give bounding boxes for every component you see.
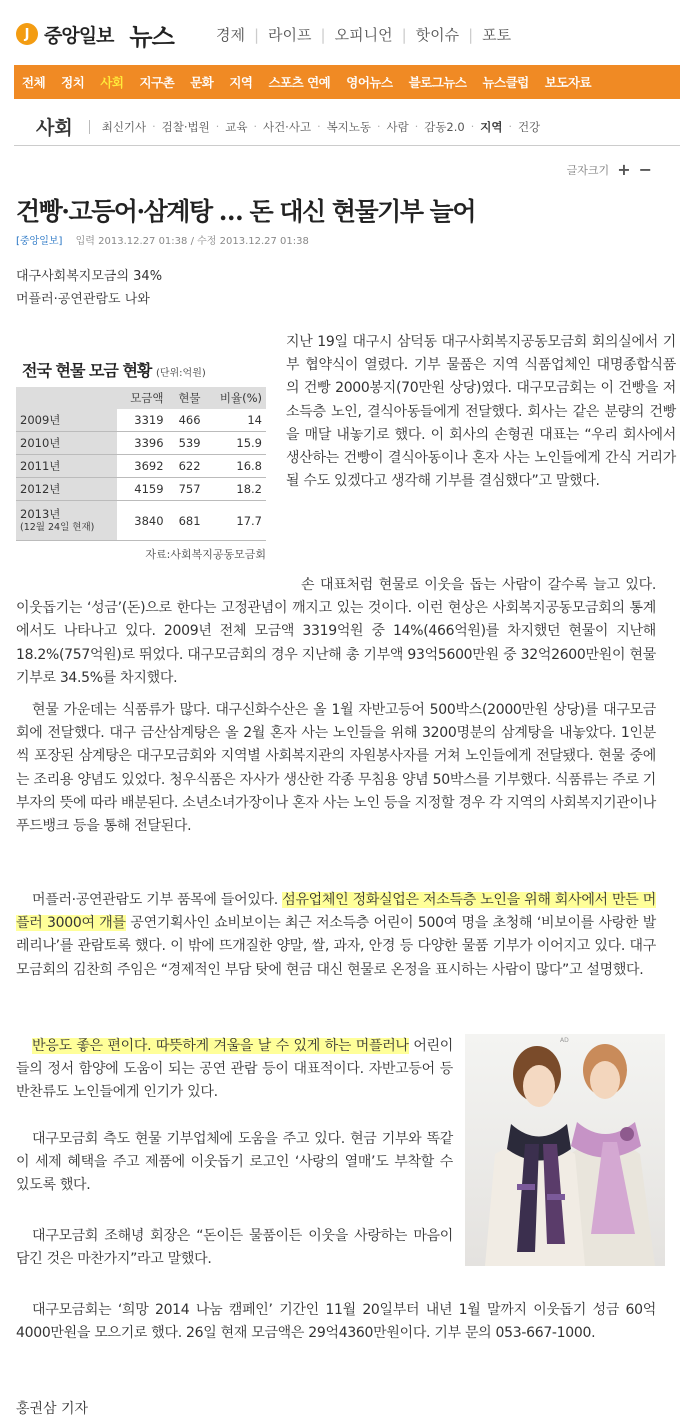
table-header-row xyxy=(16,387,266,409)
section-item-latest[interactable]: 최신기사 xyxy=(101,119,147,134)
table-cell: 3692 xyxy=(117,455,168,478)
advertisement-image[interactable] xyxy=(465,1034,665,1266)
main-nav-culture[interactable]: 문화 xyxy=(190,75,214,90)
table-cell-year: 2010년 xyxy=(16,432,117,455)
article-paragraph: 대구모금회 조해녕 회장은 “돈이든 물품이든 이웃을 사랑하는 마음이 담긴 것은 마찬가지”라고 말했다. xyxy=(16,1228,453,1268)
article-paragraph xyxy=(16,889,656,982)
font-increase-button[interactable]: + xyxy=(617,160,631,179)
main-nav-press-release[interactable]: 보도자료 xyxy=(544,75,592,90)
font-size-control xyxy=(567,160,652,179)
section-item-education[interactable]: 교육 xyxy=(225,119,248,134)
table-header: 현물 xyxy=(168,387,205,409)
article-headline: 건빵·고등어·삼계탕 … 돈 대신 현물기부 늘어 xyxy=(16,197,475,226)
article-paragraph: 지난 19일 대구시 삼덕동 대구사회복지공동모금회 회의실에서 기부 협약식이 열렸다. 기부 물품은 지역 식품업체인 대명종합식품의 건빵 2000봉지(70만원 상당)였다. 대구모금회는 이 건빵을 저소득층 노인, 결식아동들에게 전달했다. 회사는 같은 분량의 건빵을 매달 내놓기로 했다. 이 회사의 손형권 대표는 “우리 회사에서 생산하는 건빵이 결식아동이나 혼자 사는 노인들에게 간식 거리가 될 수도 있겠다고 생각해 기부를 결심했다”고 말했다. xyxy=(286,334,676,490)
separator-dot: · xyxy=(470,120,475,133)
table-cell: 757 xyxy=(168,478,205,501)
news-section-title[interactable]: 뉴스 xyxy=(129,22,174,51)
table-cell: 622 xyxy=(168,455,205,478)
main-nav-society[interactable]: 사회 xyxy=(100,75,124,90)
reporter-byline: 홍권삼 기자 xyxy=(16,1401,89,1417)
top-nav xyxy=(216,24,511,45)
table-cell: 681 xyxy=(168,501,205,541)
divider: | xyxy=(253,25,260,44)
table-source: 자료:사회복지공동모금회 xyxy=(145,548,266,561)
table-cell: 17.7 xyxy=(205,501,266,541)
separator-dot: · xyxy=(253,120,257,133)
main-nav-region[interactable]: 지역 xyxy=(229,75,253,90)
summary-line: 대구사회복지모금의 34% xyxy=(16,269,163,284)
article-paragraph: 손 대표처럼 현물로 이웃을 돕는 사람이 갈수록 늘고 있다. 이웃돕기는 ‘성금’(돈)으로 한다는 고정관념이 깨지고 있는 것이다. 이런 현상은 사회복지공동모금회의 통계에서도 나타나고 있다. 2009년 전체 모금액 3319억원 중 14%(466억원)를 차지했던 현물이 지난해 18.2%(757억원)로 뛰었다. 대구모금회의 경우 지난해 총 기부액 93억5600만원 중 32억2600만원이 현물 기부로 34.5%를 차지했다. xyxy=(16,577,656,686)
scarf-models-illustration xyxy=(465,1034,665,1266)
table-row xyxy=(16,478,266,501)
separator-dot: · xyxy=(215,120,220,133)
article-summary xyxy=(16,265,162,311)
main-nav-sports[interactable]: 스포츠 연예 xyxy=(268,75,331,90)
article-paragraph: 대구모금회 측도 현물 기부업체에 도움을 주고 있다. 현금 기부와 똑같이 세제 혜택을 주고 제품에 이웃돕기 로고인 ‘사랑의 열매’도 부착할 수 있도록 했다. xyxy=(16,1131,453,1194)
table-cell-year: 2009년 xyxy=(16,409,117,432)
section-title[interactable]: 사회 xyxy=(36,117,73,139)
top-nav-life[interactable]: 라이프 xyxy=(268,26,312,44)
separator-dot: · xyxy=(152,120,156,133)
table-header xyxy=(16,387,117,409)
summary-line: 머플러·공연관람도 나와 xyxy=(16,292,150,307)
table-cell: 4159 xyxy=(117,478,168,501)
section-nav xyxy=(14,108,680,146)
separator-dot: · xyxy=(377,120,381,133)
table-cell-year: 2013년 (12월 24일 현재) xyxy=(16,501,117,541)
table-unit: (단위:억원) xyxy=(155,368,206,379)
font-decrease-button[interactable]: − xyxy=(638,160,652,179)
donation-table-figure xyxy=(16,358,266,562)
main-nav xyxy=(14,65,680,99)
paragraph-text: 공연기획사인 쇼비보이는 최근 저소득층 어린이 500여 명을 초청해 ‘비보이를 사랑한 발레리나’를 관람토록 했다. 이 밖에 뜨개질한 양말, 쌀, 과자, 안경 등 다양한 물품 기부가 이어지고 있다. 대구모금회의 김찬희 주임은 “경제적인 부담 탓에 현금 대신 현물로 온정을 표시하는 사람이 많다”고 설명했다. xyxy=(16,915,656,978)
top-nav-photo[interactable]: 포토 xyxy=(482,26,512,44)
table-cell: 3319 xyxy=(117,409,168,432)
section-item-region[interactable]: 지역 xyxy=(480,119,503,134)
section-item-health[interactable]: 건강 xyxy=(517,119,541,134)
top-nav-opinion[interactable]: 오피니언 xyxy=(334,26,393,44)
main-nav-english[interactable]: 영어뉴스 xyxy=(346,75,393,90)
table-row xyxy=(16,455,266,478)
logo-text: 중앙일보 xyxy=(44,24,114,47)
table-cell: 16.8 xyxy=(205,455,266,478)
table-cell-note: (12월 24일 현재) xyxy=(20,521,95,533)
table-cell: 15.9 xyxy=(205,432,266,455)
table-header: 비율(%) xyxy=(205,387,266,409)
section-item-people[interactable]: 사람 xyxy=(386,119,409,134)
divider: | xyxy=(401,25,407,44)
section-item-welfare[interactable]: 복지노동 xyxy=(326,119,371,134)
divider: | xyxy=(320,25,326,44)
logo-icon: J xyxy=(16,23,38,45)
article-meta xyxy=(16,232,309,247)
table-cell-year: 2011년 xyxy=(16,455,117,478)
main-nav-news-club[interactable]: 뉴스클럽 xyxy=(482,75,529,90)
ad-label: AD xyxy=(560,1037,569,1044)
divider: | xyxy=(468,25,474,44)
article-paragraph: 대구모금회는 ‘희망 2014 나눔 캠페인’ 기간인 11월 20일부터 내년 1월 말까지 이웃돕기 성금 60억4000만원을 모으기로 했다. 26일 현재 모금액은 29억4360만원이다. 기부 문의 053-667-1000. xyxy=(16,1302,656,1342)
divider xyxy=(89,120,90,134)
article-paragraph: 현물 가운데는 식품류가 많다. 대구신화수산은 올 1월 자반고등어 500박스(2000만원 상당)를 대구모금회에 전달했다. 대구 금산삼계탕은 올 2월 혼자 사는 노인들을 위해 3200명분의 삼계탕을 내놓았다. 1인분씩 포장된 삼계탕은 대구모금회와 지역별 사회복지관의 자원봉사자를 거쳐 노인들에게 전달됐다. 현물 중에는 조리용 양념도 있었다. 청우식품은 자사가 생산한 각종 무침용 양념 50박스를 기부했다. 식품류는 주로 기부자의 뜻에 따라 배분된다. 소년소녀가장이나 혼자 사는 노인 등을 지정할 경우 각 지역의 사회복지기관이나 푸드뱅크 등을 통해 전달된다. xyxy=(16,702,656,835)
main-nav-all[interactable]: 전체 xyxy=(22,75,46,90)
table-cell: 539 xyxy=(168,432,205,455)
main-nav-blog-news[interactable]: 블로그뉴스 xyxy=(408,75,467,90)
separator-dot: · xyxy=(414,120,419,133)
main-nav-politics[interactable]: 정치 xyxy=(61,75,85,90)
section-item-court[interactable]: 검찰·법원 xyxy=(161,119,210,134)
donation-table xyxy=(16,387,266,541)
top-nav-economy[interactable]: 경제 xyxy=(216,26,245,44)
table-cell: 18.2 xyxy=(205,478,266,501)
separator-dot: · xyxy=(508,120,512,133)
section-item-gamdong[interactable]: 감동2.0 xyxy=(424,119,465,134)
paragraph-text: 머플러·공연관람도 기부 품목에 들어있다. xyxy=(32,892,283,908)
table-cell: 466 xyxy=(168,409,205,432)
highlighted-text: 반응도 좋은 편이다. 따뜻하게 겨울을 날 수 있게 하는 머플러나 xyxy=(32,1038,409,1054)
table-cell-year: 2012년 xyxy=(16,478,117,501)
separator-dot: · xyxy=(317,120,321,133)
table-cell: 3396 xyxy=(117,432,168,455)
table-row xyxy=(16,501,266,541)
highlighted-text: 섬유업체인 정화실업은 저소득층 노인을 위해 회사에서 만든 머플러 3000여 개를 xyxy=(16,892,657,932)
article-source[interactable]: [중앙일보] xyxy=(16,236,63,247)
main-nav-world[interactable]: 지구촌 xyxy=(139,75,175,90)
table-cell: 14 xyxy=(205,409,266,432)
article-paragraph xyxy=(16,1035,453,1105)
site-logo[interactable] xyxy=(16,18,174,50)
article-dates: 입력 2013.12.27 01:38 / 수정 2013.12.27 01:38 xyxy=(75,236,309,247)
top-nav-hot-issue[interactable]: 핫이슈 xyxy=(415,26,460,44)
paragraph-text: 어린이들의 정서 함양에 도움이 되는 공연 관람 등이 대표적이다. 자반고등어 등 반찬류도 노인들에게 인기가 있다. xyxy=(16,1038,454,1101)
table-title: 전국 현물 모금 현황 (단위:억원) xyxy=(22,361,206,380)
section-item-incidents[interactable]: 사건·사고 xyxy=(262,119,312,134)
table-row xyxy=(16,432,266,455)
table-cell: 3840 xyxy=(117,501,168,541)
font-size-label: 글자크기 xyxy=(566,163,610,177)
table-row xyxy=(16,409,266,432)
table-header: 모금액 xyxy=(117,387,168,409)
